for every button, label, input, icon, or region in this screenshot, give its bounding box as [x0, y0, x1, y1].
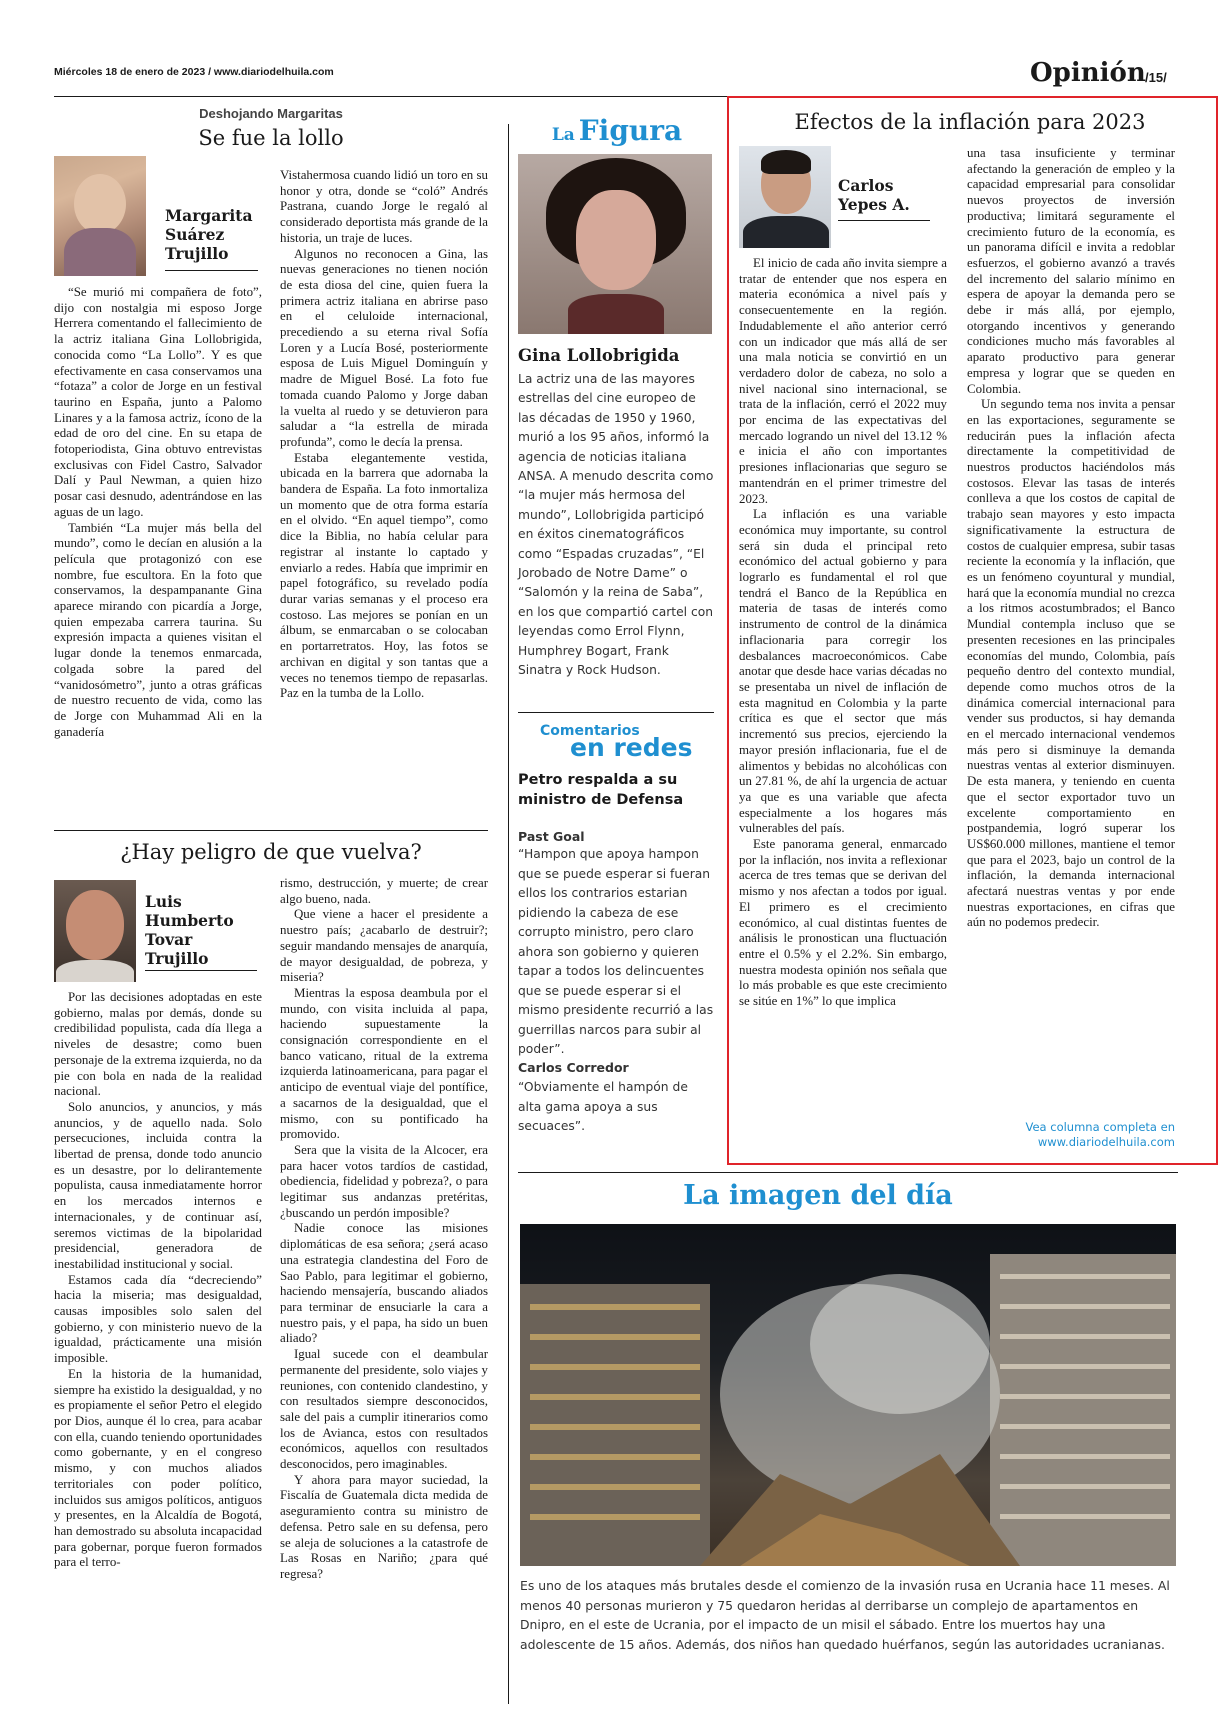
figura-text: La actriz una de las mayores estrellas del cine europeo de las décadas de 1950 y 1960, murió a los 95 años, informó la agencia de noticias italiana ANSA. A menudo descrita como “la mujer más hermosa del mundo”, Lollobrigida participó en éxitos cinematográficos como “Espadas cruzadas”, “El Jorobado de Notre Dame” o “Salomón y la reina de Saba”, en los que compartió cartel con leyendas como Errol Flynn, Humphrey Bogart, Frank Sinatra y Rock Hudson. [518, 372, 714, 678]
author-photo-margarita [54, 156, 146, 276]
article2-col2: una tasa insuficiente y terminar afectando la generación de empleo y la capacidad empresarial para consolidar nuevos proyectos de inversión productiva; limitará seguramente el crecimiento futuro de la economía, es un panorama difícil e invita a redoblar esfuerzos, el gobierno avanzó a través del incremento del salario mínimo en espera de apoyar la demanda pero se debe ir más allá, por ejemplo, otorgando incentivos y generando condiciones mucho más favorables al aparato productivo para generar empresa y lograr que se queden en Colombia. Un segundo tema nos invita a pensar en las exportaciones, seguramente se reducirán pues la inflación afecta directamente la competitividad de nuestros productos haciéndolos más costosos. Elevar las tasas de interés conlleva a que los costos de capital de trabajo sean mayores y esto impacta significativamente la estructura de costos de cualquier empresa, subir tasas reciente la economía y la inflación, que es un fenómeno coyuntural y mundial, hará que la economía mundial no crezca a los ritmos acostumbrados; el Banco Mundial contempla incluso que se presenten recesiones en las principales economías del mundo, Colombia, país pequeño dentro del contexto mundial, depende como muchos otros de la dinámica comercial internacional para vender sus productos, si hay demanda en el mercado internacional vendemos más pero si disminuye la demanda nuestras ventas al exterior disminuyen. De esta manera, y teniendo en cuenta que el sector exportador tuvo un excelente comportamiento en postpandemia, logró superar los US$60.000 millones, mantiene el temor que para el 2023, bajo un control de la inflación, la demanda internacional afectará nuestras ventas y por ende nuestras exportaciones, en cifras que aún no podemos predecir. [967, 146, 1175, 930]
more-label: Vea columna completa en [1025, 1120, 1175, 1134]
column-divider [508, 124, 509, 1704]
author-line: Tovar [145, 930, 193, 949]
article2-title: Efectos de la inflación para 2023 [794, 110, 1146, 134]
article3-title: ¿Hay peligro de que vuelva? [120, 840, 422, 864]
author-line: Luis [145, 892, 182, 911]
article3-col2: rismo, destrucción, y muerte; de crear algo bueno, nada. Que viene a hacer el presidente a nuestro país; ¿acabarlo de destruir?; seguir mandando mensajes de anarquía, de mayor desigualdad, de pobreza, y miseria? Mientras la esposa deambula por el mundo, con visita incluida al papa, haciendo supuestamente la consignación correspondiente en el banco vaticano, ritual de la extrema izquierda latinoamericana, para pagar el anticipo de eventual viaje del pontífice, a sacarnos de la desigualdad, que el mismo, con su pontificado ha promovido. Sera que la visita de la Alcocer, era para hacer votos tardíos de castidad, obediencia, fidelidad y pobreza?, o para legitimar sus andanzas pretéritas, ¿buscando un perdón imposible? Nadie conoce las misiones diplomáticas de esa señora; ¿será acaso una estrategia clandestina del Foro de Sao Pablo, para legitimar el gobierno, haciendo mensajería, buscando aliados para terminar de ensuciarle la cara a nuestro pais, y el papa, ha sido un buen aliado? Igual sucede con el deambular permanente del presidente, solo viajes y reuniones, con contenido clandestino, y con resultados siempre desconocidos, sale del pais a cumplir itinerarios como los de Avianca, estos con resultados económicos, aquellos con resultados desconocidos, pero imaginables. Y ahora para mayor suciedad, la Fiscalía de Guatemala dicta medida de aseguramiento contra su ministro de defensa. Petro sale en su defensa, pero se aleja de soluciones a la catastrofe de Las Rosas en Nariño; ¿para qué regresa? [280, 876, 488, 1581]
comment-text-2: “Obviamente el hampón de alta gama apoya a sus secuaces”. [518, 1080, 688, 1133]
author-line: Yepes A. [838, 195, 910, 214]
article1-bottom-rule [54, 830, 488, 831]
comment-user-1: Past Goal [518, 829, 585, 844]
redes-top-rule [518, 712, 714, 713]
figura-name: Gina Lollobrigida [518, 346, 680, 365]
author-line: Trujillo [145, 949, 209, 968]
imagen-title: La imagen del día [683, 1180, 953, 1211]
comment-text-1: “Hampon que apoya hampon que se puede esperar si fueran ellos los contrarios estarian pidiendo la cabeza de ese corrupto ministro, pero claro ahora son gobierno y quieren tapar a todos los delincuentes que se puede esperar si el mismo presidente recurrió a las guerrillas narcos para subir al poder”. [518, 847, 714, 1056]
photo-illustration [520, 1224, 1176, 1566]
ukraine-attack-photo [520, 1224, 1176, 1566]
author-line: Trujillo [165, 244, 229, 263]
figura-header [518, 114, 716, 147]
figura-title: Figura [578, 114, 683, 147]
author-photo-luis [54, 880, 136, 982]
article1-kicker: Deshojando Margaritas [199, 106, 343, 121]
redes-title: en redes [570, 733, 693, 762]
article2-more-link[interactable] [967, 1120, 1175, 1150]
author-rule [165, 270, 258, 271]
article1-col1: “Se murió mi compañera de foto”, dijo con nostalgia mi esposo Jorge Herrera comentando el fallecimiento de la actriz italiana Gina Lollobrigida, conocida como “La Lollo”. Y es que efectivamente en casa conservamos una “fotaza” a color de Jorge en un festival taurino en España, junto a Palomo Linares y a la famosa actriz, ícono de la edad de oro del cine. En su etapa de fotoperiodista, Gina obtuvo entrevistas exclusivas con Fidel Castro, Salvador Dalí y Paul Newman, a quien hizo posar casi desnudo, adentrándose en las aguas de un lago. También “La mujer más bella del mundo”, como le decían en alusión a la película que protagonizó con ese nombre, fue escultora. En la foto que conservamos, la despampanante Gina aparece mirando con picardía a Jorge, quien empezaba carrera taurina. Su expresión impacta a quienes visitan el lugar donde la tenemos enmarcada, colgada sobre la pared del “vanidosómetro”, junto a otras gráficas de nuestro recuento de vida, como las de Jorge con Muhammad Ali en la ganadería [54, 285, 262, 739]
article1-author [165, 206, 253, 263]
article1-col2: Vistahermosa cuando lidió un toro en su honor y otra, donde se “coló” Andrés Pastrana, cuando Jorge le regaló al considerado deportista más grande de la historia, un traje de luces. Algunos no reconocen a Gina, las nuevas generaciones no tienen noción de esta diosa del cine, quien fuera la primera actriz italiana en abrirse paso en el celuloide internacional, precediendo a su eterna rival Sofía Loren y a Lucía Bosé, posteriormente esposa de Luis Miguel Dominguín y madre de Miguel Bosé. La foto fue tomada cuando Palomo y Jorge daban la vuelta al ruedo y se detuvieron para saludar a “la estrella de mirada profunda”, como le decía la prensa. Estaba elegantemente vestida, ubicada en la barrera que adornaba la bandera de España. La foto inmortaliza un momento que de otra forma estaría en el olvido. “En aquel tiempo”, como dice la Biblia, no había celular para registrar al instante lo captado y enviarlo a redes. Había que imprimir en papel fotográfico, su revelado podía durar varias semanas y el proceso era costoso. Las mejores se ponían en un álbum, se enmarcaban o se colocaban en portarretratos. Hoy, las fotos se archivan en digital y son tantas que a veces no tenemos tiempo de repasarlas. Paz en la tumba de la Lollo. [280, 168, 488, 701]
figura-la: La [551, 125, 575, 145]
article1-title: Se fue la lollo [198, 126, 344, 150]
author-rule [838, 220, 930, 221]
author-photo-carlos [739, 146, 831, 248]
section-title: Opinión [1030, 58, 1146, 88]
gina-photo [518, 154, 712, 334]
dateline: Miércoles 18 de enero de 2023 / www.diariodelhuila.com [54, 66, 334, 78]
imagen-caption: Es uno de los ataques más brutales desde el comienzo de la invasión rusa en Ucrania hace 11 meses. Al menos 40 personas murieron y 75 quedaron heridas al derribarse un complejo de apartamentos en Dnipro, en el este de Ucrania, por el impacto de un misil el sábado. Entre los muertos hay una adolescente de 15 años. Además, dos niños han quedado huérfanos, según las autoridades ucranianas. [520, 1578, 1170, 1652]
author-line: Margarita [165, 206, 253, 225]
author-rule [145, 970, 257, 971]
comment-user-2: Carlos Corredor [518, 1060, 629, 1075]
imagen-top-rule [518, 1172, 1178, 1173]
article3-col1: Por las decisiones adoptadas en este gobierno, malas por demás, donde su credibilidad populista, cada día llega a niveles de desastre; como buen personaje de la extrema izquierda, no da pie con bola en nada de la realidad nacional. Solo anuncios, y anuncios, y más anuncios, y de aquello nada. Solo persecuciones, incluida contra la libertad de prensa, donde todo anuncio es un desastre, por lo delirantemente populista, causa inmediatamente horror en los mercados internos e internacionales, y de continuar así, seremos victimas de la bipolaridad presidencial, generadora de inestabilidad institucional y social. Estamos cada día “decreciendo” hacia la miseria; mas desigualdad, causas imposibles solo salen del gobierno, y con ministerio nuevo de la igualdad, prácticamente una misión imposible. En la historia de la humanidad, siempre ha existido la desigualdad, y no es propiamente el señor Petro el elegido por Dios, aunque él lo crea, para acabar con ella, cuando teniendo oportunidades como gobernante, y en el congreso mismo, y con muchos aliados territoriales con poder político, incluidos sus amigos políticos, antiguos y presentes, en la Alcaldía de Bogotá, han demostrado su absoluta incapacidad para gobernar, porque fueron formados para el terro- [54, 990, 262, 1570]
more-url[interactable]: www.diariodelhuila.com [1037, 1135, 1175, 1149]
redes-kicker: Comentarios [540, 723, 640, 739]
page-number: /15/ [1145, 70, 1167, 85]
author-line: Humberto [145, 911, 234, 930]
author-line: Suárez [165, 225, 225, 244]
author-line: Carlos [838, 176, 894, 195]
article2-author [838, 176, 910, 214]
article3-author [145, 892, 234, 968]
article2-col1: El inicio de cada año invita siempre a tratar de entender que nos espera en materia económica a nivel país y consecuentemente en la región. Indudablemente el año anterior cerró con un indicador que más allá de ser una mala noticia se convirtió en un verdadero dolor de cabeza, no solo a nivel nacional sino internacional, se trata de la inflación, cerró el 2022 muy por encima de las expectativas del mercado logrando un nivel del 13.12 % e inicia el año con importantes presiones inflacionarias que seguro se mantendrán en el primer trimestre del 2023. La inflación es una variable económica muy importante, su control será sin duda el principal reto económico del actual gobierno y para lograrlo es fundamental el rol que tendrá el Banco de la República en materia de tasas de interés como instrumento de control de la dinámica inflacionaria para corregir los desbalances macroeconómicos. Cabe anotar que desde hace varias décadas no se presentaba un nivel de inflación de esta magnitud en Colombia y la parte crítica es que el sector que más incrementó sus precios, ejerciendo la mayor presión inflacionaria, fue el de alimentos y bebidas no alcohólicas con un 27.81 %, de ahí la urgencia de actuar ya que es una variable que afecta especialmente a los hogares más vulnerables del país. Este panorama general, enmarcado por la inflación, nos invita a reflexionar acerca de tres temas que se derivan del mismo y nos afectan a todos por igual. El primero es el crecimiento económico, al cual distintas fuentes de análisis le pronostican una fluctuación entre el 0.5% y el 2.2%. Sin embargo, nuestra modesta opinión nos señala que lo más probable es que este crecimiento se sitúe en 1%” lo que implica [739, 256, 947, 1009]
redes-headline: Petro respalda a su ministro de Defensa [518, 772, 684, 808]
